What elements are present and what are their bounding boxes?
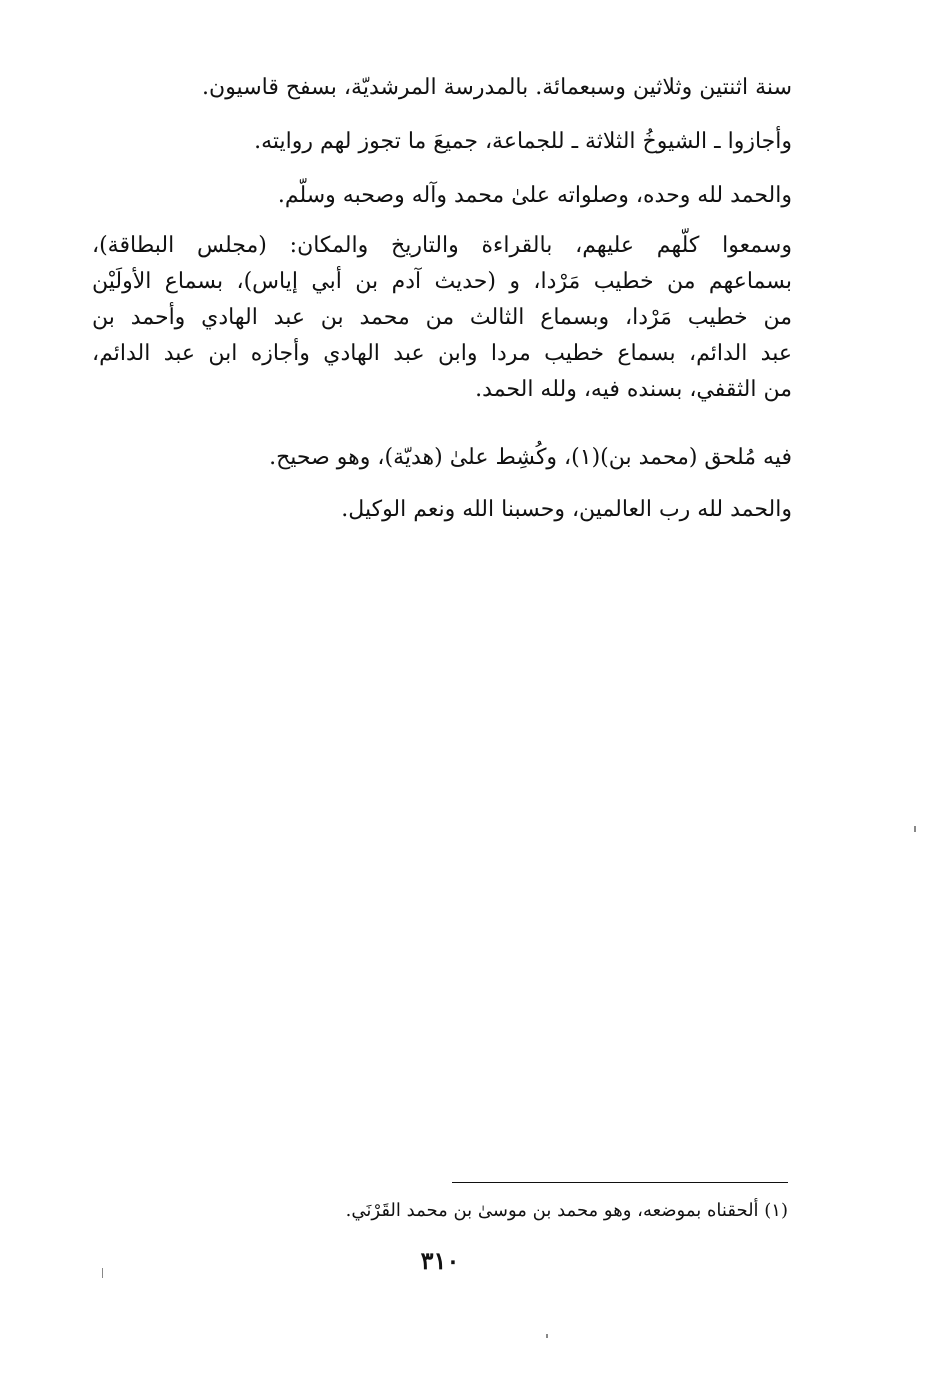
paragraph-2 [92,124,792,160]
text-line: عبد الدائم، بسماع خطيب مردا وابن عبد الهادي وأجازه ابن عبد الدائم، [92,341,792,366]
text-line: وسمعوا كلّهم عليهم، بالقراءة والتاريخ والمكان: (مجلس البطاقة)، [92,233,792,258]
paragraph-4 [92,228,792,408]
text-line: بسماعهم من خطيب مَرْدا، و (حديث آدم بن أبي إياس)، بسماع الأولَيْن [92,269,792,294]
text-line: فيه مُلحق (محمد بن)(١)، وكُشِط علىٰ (هديّة)، وهو صحيح. [269,445,792,470]
paragraph-1 [92,70,792,106]
footnote: (١) ألحقناه بموضعه، وهو محمد بن موسىٰ بن محمد القَرْنَي. [345,1200,788,1221]
scan-speck [546,1334,548,1338]
text-line: وأجازوا ـ الشيوخُ الثلاثة ـ للجماعة، جميعَ ما تجوز لهم روايته. [254,129,792,154]
scan-speck [102,1268,103,1278]
scan-speck [914,826,916,832]
paragraph-5 [92,440,792,476]
paragraph-6 [92,492,792,528]
text-line: والحمد لله وحده، وصلواته علىٰ محمد وآله وصحبه وسلّم. [277,183,792,208]
footnote-divider [452,1182,788,1183]
text-line: من الثقفي، بسنده فيه، ولله الحمد. [475,377,792,402]
text-line: من خطيب مَرْدا، وبسماع الثالث من محمد بن عبد الهادي وأحمد بن [92,305,792,330]
paragraph-3 [92,178,792,214]
page-number: ٣١٠ [420,1246,460,1275]
text-line: سنة اثنتين وثلاثين وسبعمائة. بالمدرسة المرشديّة، بسفح قاسيون. [202,75,792,100]
text-line: والحمد لله رب العالمين، وحسبنا الله ونعم الوكيل. [341,497,792,522]
